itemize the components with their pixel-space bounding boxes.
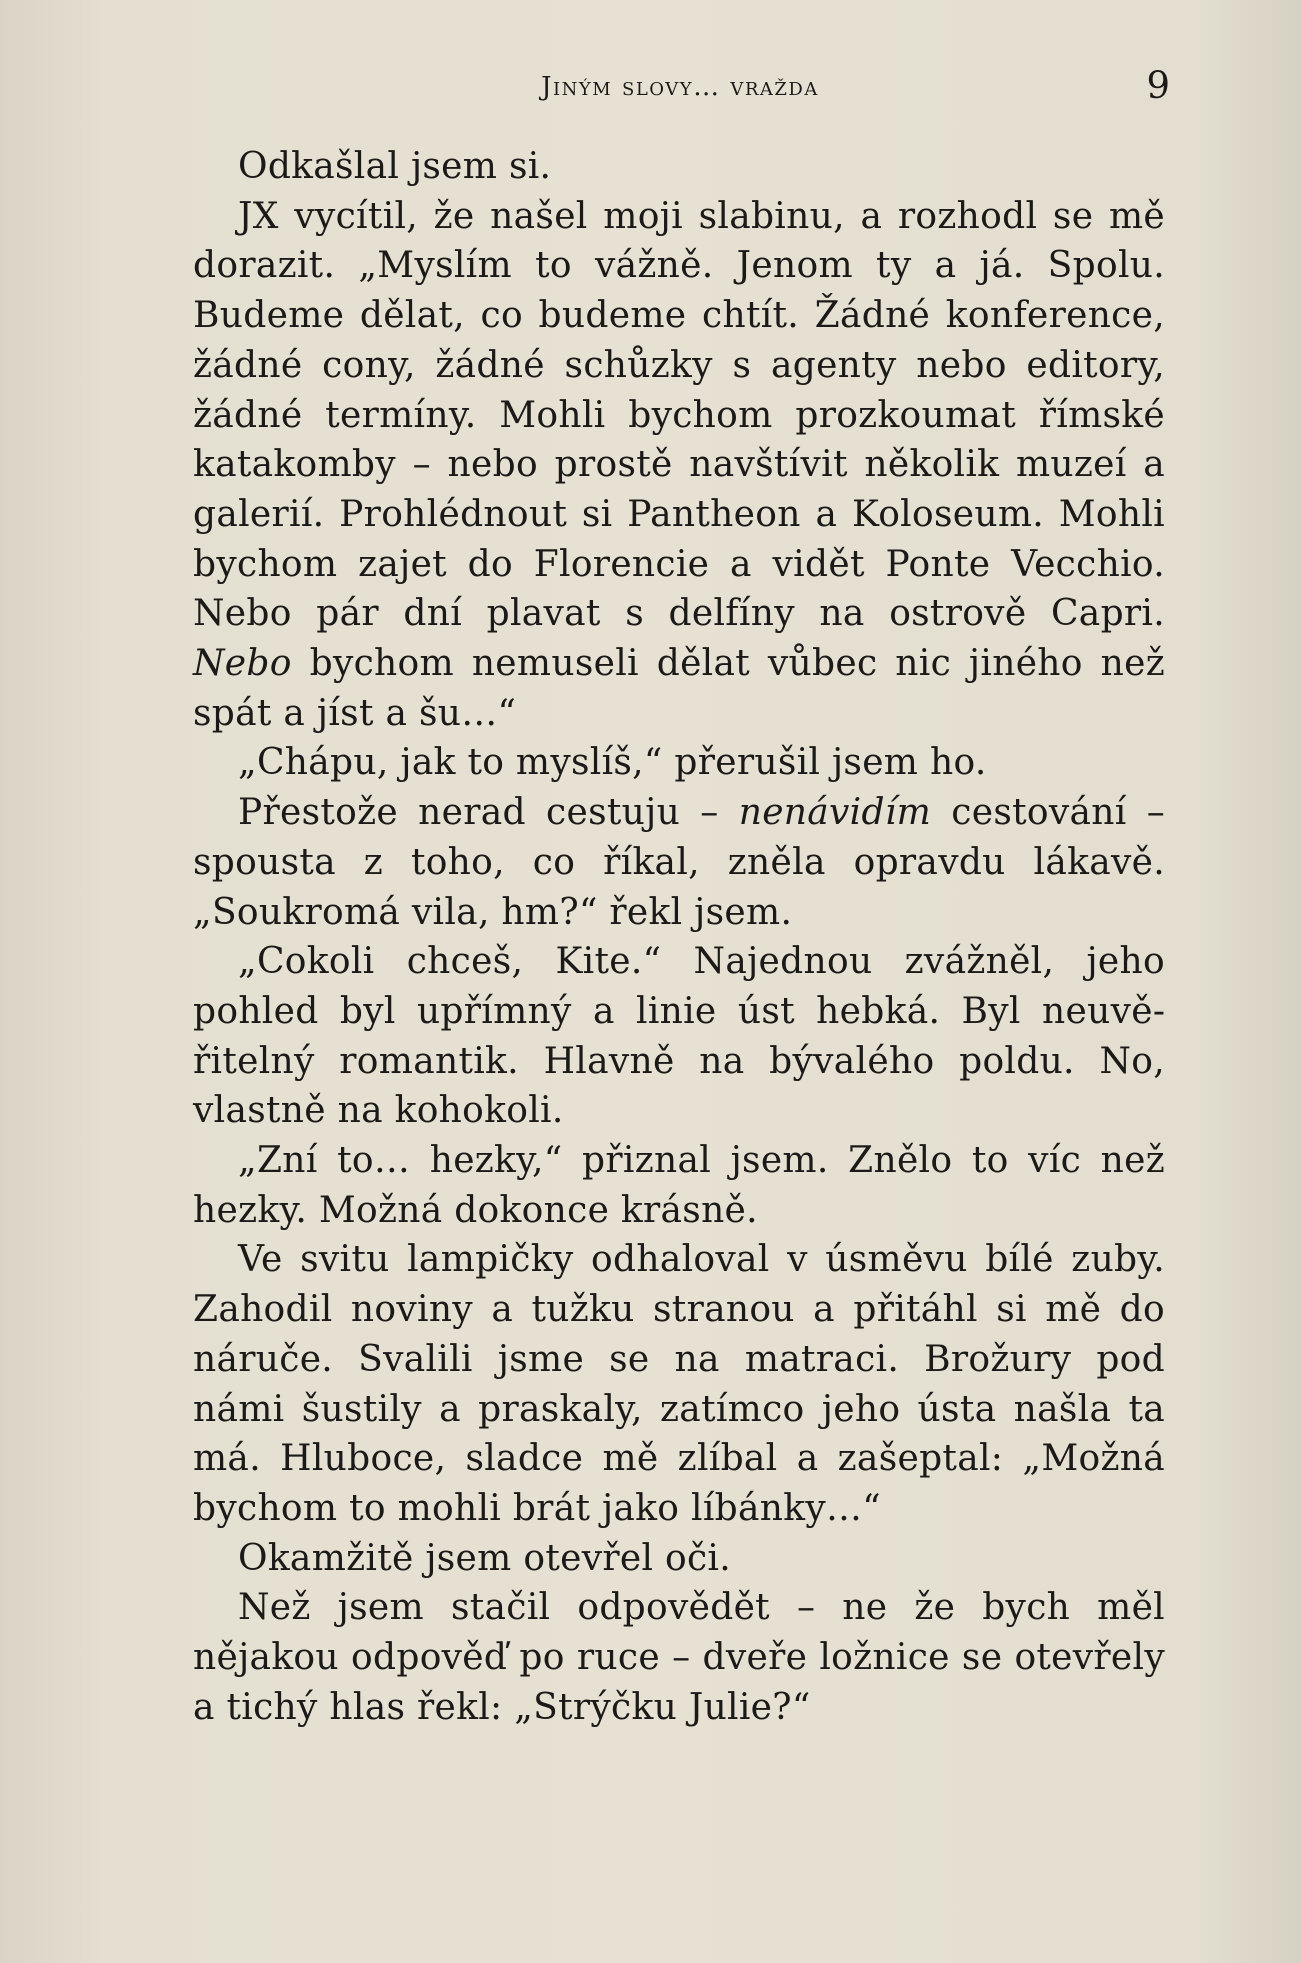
body-text xyxy=(193,142,1165,1733)
paragraph: Odkašlal jsem si. xyxy=(238,146,552,187)
italic-emphasis: Nebo xyxy=(193,643,292,685)
paragraph: JX vycítil, že našel moji slabinu, a rozhodl se mě dorazit. „Myslím to vážně. Jenom ty a já. Spolu. Budeme dělat, co budeme chtít. Žádné konference, žádné cony, žádné schůzky s agenty nebo editory, žádné termíny. Mohli bychom prozkoumat římské katakomby – nebo prostě navštívit několik muzeí a galerií. Prohlédnout si Pantheon a Koloseum. Mohli bychom zajet do Florencie a vidět Ponte Vecchio. Nebo pár dní plavat s delfíny na ostrově Capri. Nebo bychom nemuseli dělat vůbec nic jiného než spát a jíst a šu…“ xyxy=(193,195,1165,734)
paragraph: Než jsem stačil odpovědět – ne že bych měl nějakou odpověď po ruce – dveře ložnice se otevřely a tichý hlas řekl: „Strýčku Julie?“ xyxy=(193,1587,1165,1728)
paragraph: Ve svitu lampičky odhaloval v úsměvu bílé zuby. Zahodil noviny a tužku stranou a přitáhl si mě do náruče. Svalili jsme se na matraci. Brožury pod námi šustily a praskaly, zatímco jeho ústa našla ta má. Hluboce, sladce mě zlíbal a zašeptal: „Možná bychom to mohli brát jako líbánky…“ xyxy=(193,1239,1165,1529)
italic-emphasis: nenávidím xyxy=(738,792,932,834)
paragraph: „Cokoli chceš, Kite.“ Najednou zvážněl, jeho pohled byl upřímný a linie úst hebká. Byl neuvěřitelný romantik. Hlavně na bývalého poldu. No, vlastně na kohokoli. xyxy=(193,941,1165,1132)
paragraph: „Chápu, jak to myslíš,“ přerušil jsem ho. xyxy=(238,742,987,784)
running-title: Jiným slovy… vražda xyxy=(541,72,819,102)
running-head xyxy=(190,62,1170,112)
page-number: 9 xyxy=(1146,64,1170,107)
paragraph: Okamžitě jsem otevřel oči. xyxy=(238,1537,731,1579)
paragraph: „Zní to… hezky,“ přiznal jsem. Znělo to víc než hezky. Možná dokonce krásně. xyxy=(193,1140,1165,1231)
paragraph: Přestože nerad cestuju – nenávidím cestování – spousta z toho, co říkal, zněla opravdu lákavě. „Soukromá vila, hm?“ řekl jsem. xyxy=(193,792,1165,933)
